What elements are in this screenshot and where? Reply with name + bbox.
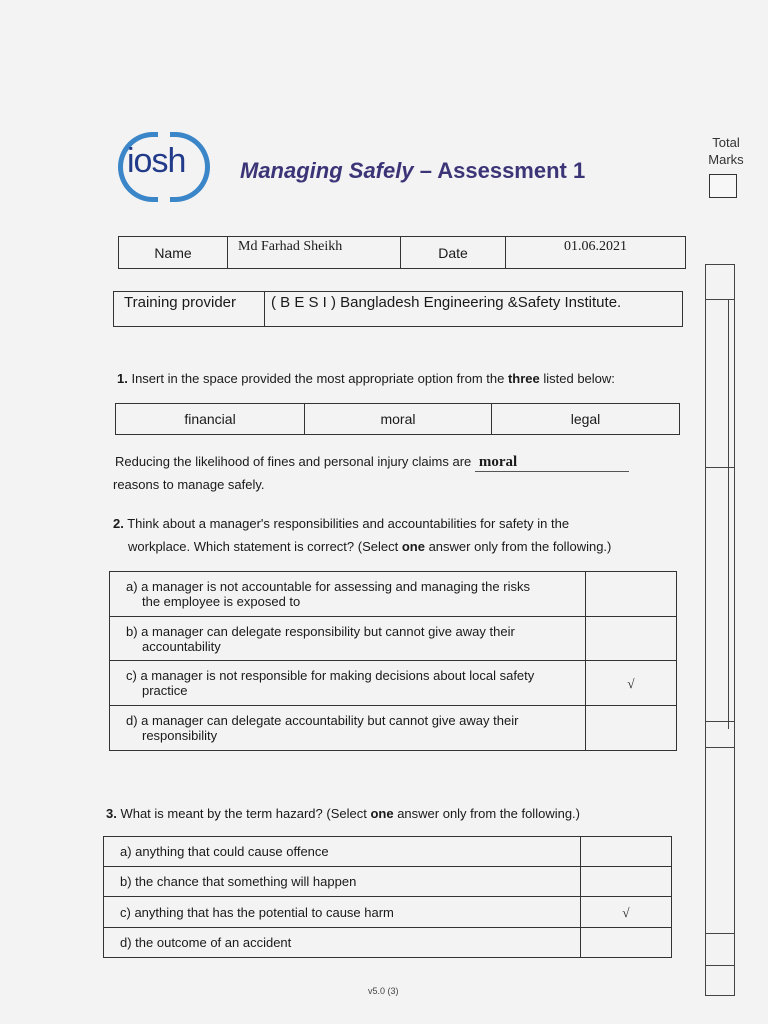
logo-text: iosh	[127, 142, 186, 180]
q2-b-mark[interactable]	[586, 617, 677, 661]
q2-a-line1: a) a manager is not accountable for assessing and managing the risks	[126, 579, 530, 594]
marks-divider	[706, 747, 734, 748]
q3-d-mark[interactable]	[581, 928, 672, 958]
q1-sentence-end: reasons to manage safely.	[113, 477, 265, 492]
question-1-text	[117, 367, 615, 390]
provider-field[interactable]: ( B E S I ) Bangladesh Engineering &Safety Institute.	[265, 292, 683, 327]
marks-divider	[706, 721, 734, 722]
q2-c-line2: practice	[142, 683, 188, 698]
question-2-text	[113, 512, 569, 535]
q3-answer-a[interactable]	[104, 837, 672, 867]
q3-text-b: answer only from the following.)	[393, 806, 580, 821]
option-legal: legal	[492, 404, 680, 435]
page-title	[240, 158, 585, 184]
provider-label: Training provider	[114, 292, 265, 327]
name-date-table	[118, 236, 686, 269]
option-financial: financial	[116, 404, 305, 435]
q1-sentence	[115, 450, 675, 473]
q3-answer-c[interactable]	[104, 897, 672, 928]
q2-a-mark[interactable]	[586, 572, 677, 617]
marks-divider	[706, 299, 734, 300]
q2-text-a: Think about a manager's responsibilities and accountabilities for safety in the	[123, 516, 570, 531]
marks-column	[705, 264, 735, 996]
q3-answers-table	[103, 836, 672, 958]
q1-sentence-a: Reducing the likelihood of fines and personal injury claims are	[115, 454, 472, 469]
q3-answer-b[interactable]	[104, 867, 672, 897]
q2-a-line2: the employee is exposed to	[142, 594, 301, 609]
q2-b-line2: accountability	[142, 638, 221, 654]
marks-divider	[706, 467, 734, 468]
name-field[interactable]: Md Farhad Sheikh	[228, 237, 401, 269]
training-provider-table	[113, 291, 683, 327]
iosh-logo	[118, 130, 210, 206]
q2-text-bold: one	[401, 539, 425, 554]
q3-a-mark[interactable]	[581, 837, 672, 867]
q3-a-text: a) anything that could cause offence	[104, 837, 581, 867]
q1-text-bold: three	[507, 371, 540, 386]
question-3-text	[106, 802, 580, 825]
q2-d-mark[interactable]	[586, 706, 677, 751]
q3-c-mark[interactable]: √	[581, 897, 672, 928]
q2-c-line1: c) a manager is not responsible for making decisions about local safety	[126, 668, 535, 683]
q3-answer-d[interactable]	[104, 928, 672, 958]
question-3-number: 3.	[106, 806, 117, 821]
q2-answer-c[interactable]	[110, 661, 677, 706]
q1-options-table	[115, 403, 680, 435]
title-italic: Managing Safely	[240, 158, 414, 183]
q3-b-mark[interactable]	[581, 867, 672, 897]
q2-text-b: workplace. Which statement is correct? (Select	[128, 539, 402, 554]
question-2-number: 2.	[113, 516, 124, 531]
total-label: Total	[712, 135, 740, 150]
total-marks-box[interactable]	[709, 174, 737, 198]
name-label: Name	[119, 237, 228, 269]
q3-c-text: c) anything that has the potential to cause harm	[104, 897, 581, 928]
date-label: Date	[401, 237, 506, 269]
q2-answer-b[interactable]	[110, 617, 677, 661]
q2-c-mark[interactable]: √	[586, 661, 677, 706]
q2-answer-d[interactable]	[110, 706, 677, 751]
q2-d-line1: d) a manager can delegate accountability but cannot give away their	[126, 713, 519, 728]
marks-divider	[706, 965, 734, 966]
option-moral: moral	[305, 404, 492, 435]
q1-answer-field[interactable]: moral	[475, 454, 629, 472]
q2-d-line2: responsibility	[142, 728, 218, 743]
q2-answers-table	[109, 571, 677, 751]
q3-text-a: What is meant by the term hazard? (Select	[116, 806, 371, 821]
question-1-number: 1.	[117, 371, 128, 386]
version-footer: v5.0 (3)	[368, 986, 399, 996]
date-field[interactable]: 01.06.2021	[506, 237, 686, 269]
q3-b-text: b) the chance that something will happen	[104, 867, 581, 897]
marks-column-inner	[706, 299, 729, 729]
total-marks-label	[700, 134, 752, 168]
q1-text-b: listed below:	[539, 371, 615, 386]
q3-d-text: d) the outcome of an accident	[104, 928, 581, 958]
q2-text-c: answer only from the following.)	[424, 539, 612, 554]
q2-b-line1: b) a manager can delegate responsibility but cannot give away their	[126, 623, 515, 639]
title-rest: – Assessment 1	[413, 158, 586, 183]
question-2-text-line2	[128, 535, 611, 558]
q2-answer-a[interactable]	[110, 572, 677, 617]
marks-divider	[706, 933, 734, 934]
q3-text-bold: one	[370, 806, 394, 821]
q1-text-a: Insert in the space provided the most appropriate option from the	[127, 371, 508, 386]
marks-label: Marks	[708, 152, 744, 167]
